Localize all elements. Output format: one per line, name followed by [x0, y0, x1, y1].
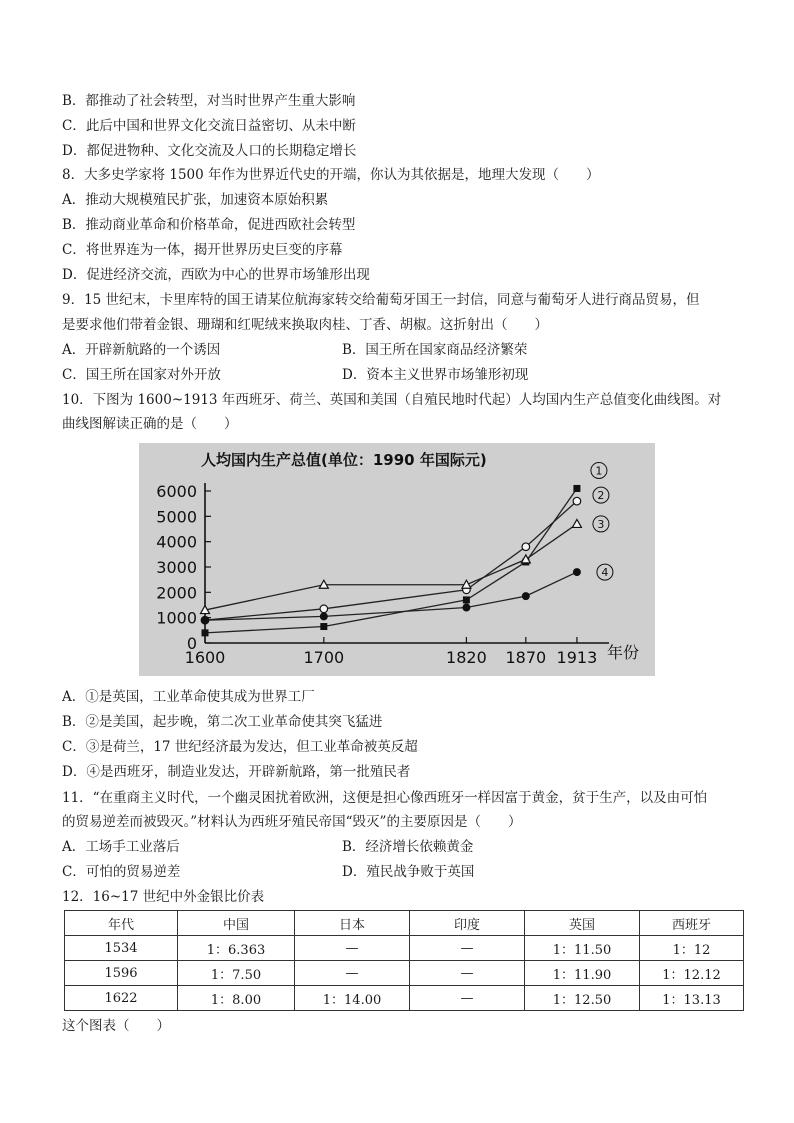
table-cell: 1：13.13 [640, 986, 744, 1011]
q9-option-b: B．国王所在国家商品经济繁荣 [342, 342, 528, 358]
q7-option-b: B．都推动了社会转型，对当时世界产生重大影响 [62, 93, 356, 109]
x-tick-label: 1913 [556, 648, 598, 667]
q7-option-d: D．都促进物种、文化交流及人口的长期稳定增长 [62, 143, 357, 159]
data-point [522, 543, 530, 551]
table-cell: 1：12.50 [525, 986, 640, 1011]
table-header-row [65, 911, 744, 936]
y-tick-label: 4000 [156, 532, 197, 552]
q8-option-d: D．促进经济交流，西欧为中心的世界市场雏形出现 [62, 267, 370, 283]
q10-option-b: B．②是美国，起步晚，第二次工业革命使其突飞猛进 [62, 714, 383, 730]
table-cell: 1596 [65, 961, 178, 986]
chart-title: 人均国内生产总值(单位：1990 年国际元) [201, 451, 487, 469]
table-cell: 1622 [65, 986, 178, 1011]
x-axis-label: 年份 [607, 643, 640, 662]
y-tick-label: 5000 [156, 507, 197, 527]
table-header-cell: 中国 [178, 911, 295, 936]
q10-stem-line1: 10．下图为 1600~1913 年西班牙、荷兰、英国和美国（自殖民地时代起）人均国内生产总值变化曲线图。对 [62, 392, 722, 408]
data-point [463, 596, 470, 603]
series-label: 1 [595, 464, 603, 478]
data-point [320, 623, 327, 630]
x-tick-label: 1600 [184, 648, 226, 667]
table-row [65, 986, 744, 1011]
table-cell: 1：14.00 [295, 986, 410, 1011]
q11-option-a: A．工场手工业落后 [62, 839, 180, 855]
data-point [572, 519, 581, 527]
q10-option-d: D．④是西班牙，制造业发达，开辟新航路，第一批殖民者 [62, 764, 411, 780]
table-header-cell: 印度 [410, 911, 525, 936]
data-point [573, 568, 581, 576]
q8-stem: 8．大多史学家将 1500 年作为世界近代史的开端，你认为其依据是，地理大发现（ ） [62, 167, 600, 183]
y-tick-label: 6000 [156, 482, 197, 501]
q10-option-c: C．③是荷兰，17 世纪经济最为发达，但工业革命被英反超 [62, 739, 418, 755]
table-cell: 1：12 [640, 936, 744, 961]
y-tick-label: 2000 [156, 583, 197, 603]
series-line [205, 572, 577, 620]
table-row [65, 936, 744, 961]
y-tick-label: 1000 [156, 608, 197, 628]
q9-stem-line1: 9．15 世纪末，卡里库特的国王请某位航海家转交给葡萄牙国王一封信，同意与葡萄牙人进行商品贸易，但 [62, 292, 700, 308]
table-cell: 1：7.50 [178, 961, 295, 986]
q8-option-c: C．将世界连为一体，揭开世界历史巨变的序幕 [62, 242, 343, 258]
series-label: 4 [601, 566, 609, 580]
data-point [462, 604, 470, 612]
data-point [573, 497, 581, 505]
table-cell: 1：12.12 [640, 961, 744, 986]
gdp-line-chart [139, 443, 655, 676]
q10-stem-line2: 曲线图解读正确的是（ ） [62, 416, 238, 432]
table-cell: 1：8.00 [178, 986, 295, 1011]
table-header-cell: 日本 [295, 911, 410, 936]
table-cell: 1：6.363 [178, 936, 295, 961]
series-line [205, 488, 577, 632]
y-tick-label: 3000 [156, 558, 197, 577]
table-row [65, 961, 744, 986]
table-cell: — [410, 936, 525, 961]
series-label: 3 [597, 517, 605, 531]
table-cell: 1534 [65, 936, 178, 961]
q11-option-d: D．殖民战争败于英国 [342, 864, 475, 880]
q12-stem: 12．16~17 世纪中外金银比价表 [62, 889, 265, 905]
x-tick-label: 1820 [446, 648, 487, 667]
q9-stem-line2: 是要求他们带着金银、珊瑚和红呢绒来换取肉桂、丁香、胡椒。这折射出（ ） [62, 317, 548, 333]
x-tick-label: 1700 [303, 648, 345, 667]
table-cell: 1：11.50 [525, 936, 640, 961]
q7-option-c: C．此后中国和世界文化交流日益密切、从未中断 [62, 118, 356, 134]
data-point [320, 612, 328, 620]
q11-stem-line2: 的贸易逆差而被毁灭。”材料认为西班牙殖民帝国“毁灭”的主要原因是（ ） [62, 814, 522, 830]
q10-option-a: A．①是英国，工业革命使其成为世界工厂 [62, 689, 315, 705]
y-tick-label: 0 [186, 634, 197, 653]
gold-silver-ratio-table [64, 910, 744, 1011]
q12-tail: 这个图表（ ） [62, 1018, 170, 1034]
q11-option-b: B．经济增长依赖黄金 [342, 839, 474, 855]
data-point [320, 605, 328, 613]
q9-option-d: D．资本主义世界市场雏形初现 [342, 367, 529, 383]
table-header-cell: 西班牙 [640, 911, 744, 936]
table-cell: 1：11.90 [525, 961, 640, 986]
q9-option-a: A．开辟新航路的一个诱因 [62, 342, 221, 358]
series-line [205, 501, 577, 620]
x-tick-label: 1870 [505, 648, 547, 667]
table-header-cell: 年代 [65, 911, 178, 936]
q9-option-c: C．国王所在国家对外开放 [62, 367, 221, 383]
data-point [573, 485, 580, 492]
gdp-chart-svg [139, 443, 655, 676]
data-point [201, 616, 209, 624]
q11-stem-line1: 11．“在重商主义时代，一个幽灵困扰着欧洲，这便是担心像西班牙一样因富于黄金，贫于生产，以及由可怕 [62, 790, 708, 806]
series-label: 2 [597, 489, 605, 503]
table-header-cell: 英国 [525, 911, 640, 936]
q11-option-c: C．可怕的贸易逆差 [62, 864, 181, 880]
data-point [522, 592, 530, 600]
table-cell: — [410, 961, 525, 986]
table-cell: — [295, 936, 410, 961]
data-point [202, 629, 209, 636]
table-cell: — [410, 986, 525, 1011]
q8-option-b: B．推动商业革命和价格革命，促进西欧社会转型 [62, 217, 356, 233]
table-cell: — [295, 961, 410, 986]
q8-option-a: A．推动大规模殖民扩张，加速资本原始积累 [62, 192, 329, 208]
